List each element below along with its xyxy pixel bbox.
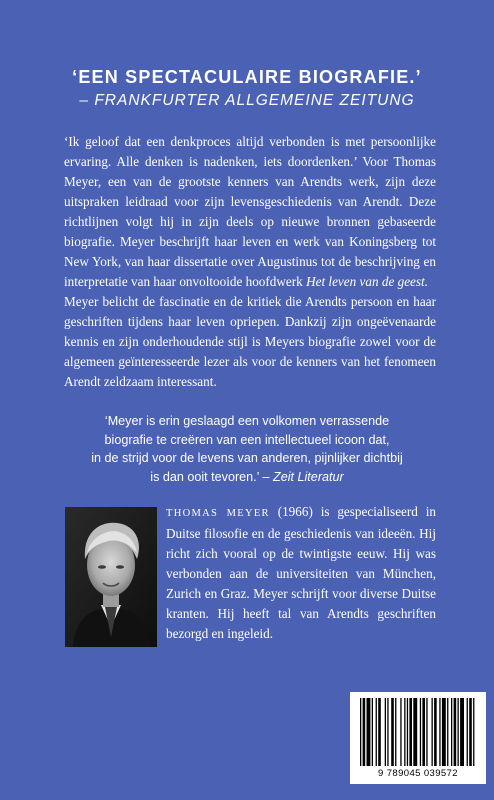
- blurb-paragraph-1: [64, 132, 436, 292]
- barcode-bar: [407, 698, 408, 766]
- barcode-bar: [378, 698, 381, 766]
- barcode-bar: [473, 698, 474, 766]
- headline-quote-source: – FRANKFURTER ALLGEMEINE ZEITUNG: [79, 92, 415, 109]
- barcode-bar: [385, 698, 386, 766]
- barcode-bar: [391, 698, 394, 766]
- blurb: [64, 132, 436, 392]
- barcode-bar: [442, 698, 446, 766]
- author-bio-text: (1966) is gespecialiseerd in Duitse filosofie en de geschiedenis van ideeën. Hij richt zich vooral op de twintigste eeuw. Hij was verbonden aan de universiteiten van München, Zurich en Graz. Meyer schrijft voor diverse Duitse kranten. Hij heeft tal van Arendts geschriften bezorgd en ingeleid.: [166, 504, 436, 641]
- pull-quote: [60, 412, 434, 486]
- pull-quote-source: Zeit Literatur: [273, 469, 344, 484]
- barcode-bar: [413, 698, 417, 766]
- blurb-paragraph-1-text: ‘Ik geloof dat een denkproces altijd verbonden is met persoonlijke ervaring. Alle denken is nadenken, iets doordenken.’ Voor Thomas Meyer, een van de grootste kenners van Arendts werk, zijn deze uitspraken leidraad voor zijn levensgeschiedenis van Arendt. Deze richtlijnen volgt hij in zijn deels op nieuwe bronnen gebaseerde biografie. Meyer beschrijft haar leven en werk van Koningsberg tot New York, van haar dissertatie over Augustinus tot de beschrijving en interpretatie van haar onvoltooide hoofdwerk: [64, 134, 436, 289]
- barcode-bar: [360, 698, 361, 766]
- pull-quote-line-4: [60, 468, 434, 487]
- barcode-bar: [447, 698, 448, 766]
- barcode-bar: [458, 698, 459, 766]
- barcode-bar: [426, 698, 427, 766]
- barcode-bar: [372, 698, 373, 766]
- author-photo: [65, 507, 157, 647]
- barcode-bars: [350, 692, 486, 770]
- pull-quote-line-3: in de strijd voor de levens van anderen, pijnlijker dichtbij: [91, 451, 403, 465]
- headline-quote: [0, 67, 494, 110]
- pull-quote-line-2: biografie te creëren van een intellectueel icoon dat,: [104, 432, 390, 447]
- barcode-bar: [363, 698, 366, 766]
- isbn-digits: 9 789045 039572: [378, 768, 458, 779]
- blurb-paragraph-2: Meyer belicht de fascinatie en de kritiek die Arendts persoon en haar geschriften tijdens haar leven opriepen. Dankzij zijn ongeëvenaarde kennis en zijn onderhoudende stijl is Meyers biografie zowel voor de algemeen geïnteresseerde lezer als voor de kenners van het fenomeen Arendt zeldzaam interessant.: [64, 294, 436, 389]
- barcode-bar: [439, 698, 440, 766]
- headline-quote-text: ‘EEN SPECTACULAIRE BIOGRAFIE.’: [72, 67, 422, 87]
- author-portrait-drawing: [65, 507, 157, 647]
- pull-quote-line-1: ‘Meyer is erin geslaagd een volkomen verrassende: [104, 414, 390, 428]
- author-name: THOMAS MEYER: [166, 508, 270, 519]
- barcode-bar: [395, 698, 396, 766]
- barcode-bar: [404, 698, 405, 766]
- barcode-bar: [432, 698, 433, 766]
- barcode-bar: [467, 698, 468, 766]
- barcode-bar: [469, 698, 472, 766]
- isbn-barcode: [350, 692, 486, 784]
- barcode-bar: [460, 698, 464, 766]
- barcode-bar: [387, 698, 388, 766]
- barcode-bar: [434, 698, 437, 766]
- pull-quote-line-4-text: is dan ooit tevoren.’ –: [150, 469, 270, 484]
- author-bio: [166, 502, 436, 644]
- barcode-bar: [409, 698, 412, 766]
- barcode-bar: [451, 698, 452, 766]
- barcode-bar: [420, 698, 421, 766]
- book-title-reference: Het leven van de geest.: [306, 274, 428, 289]
- barcode-bar: [422, 698, 425, 766]
- barcode-bar: [376, 698, 377, 766]
- barcode-bar: [400, 698, 401, 766]
- barcode-bar: [454, 698, 457, 766]
- barcode-bar: [367, 698, 371, 766]
